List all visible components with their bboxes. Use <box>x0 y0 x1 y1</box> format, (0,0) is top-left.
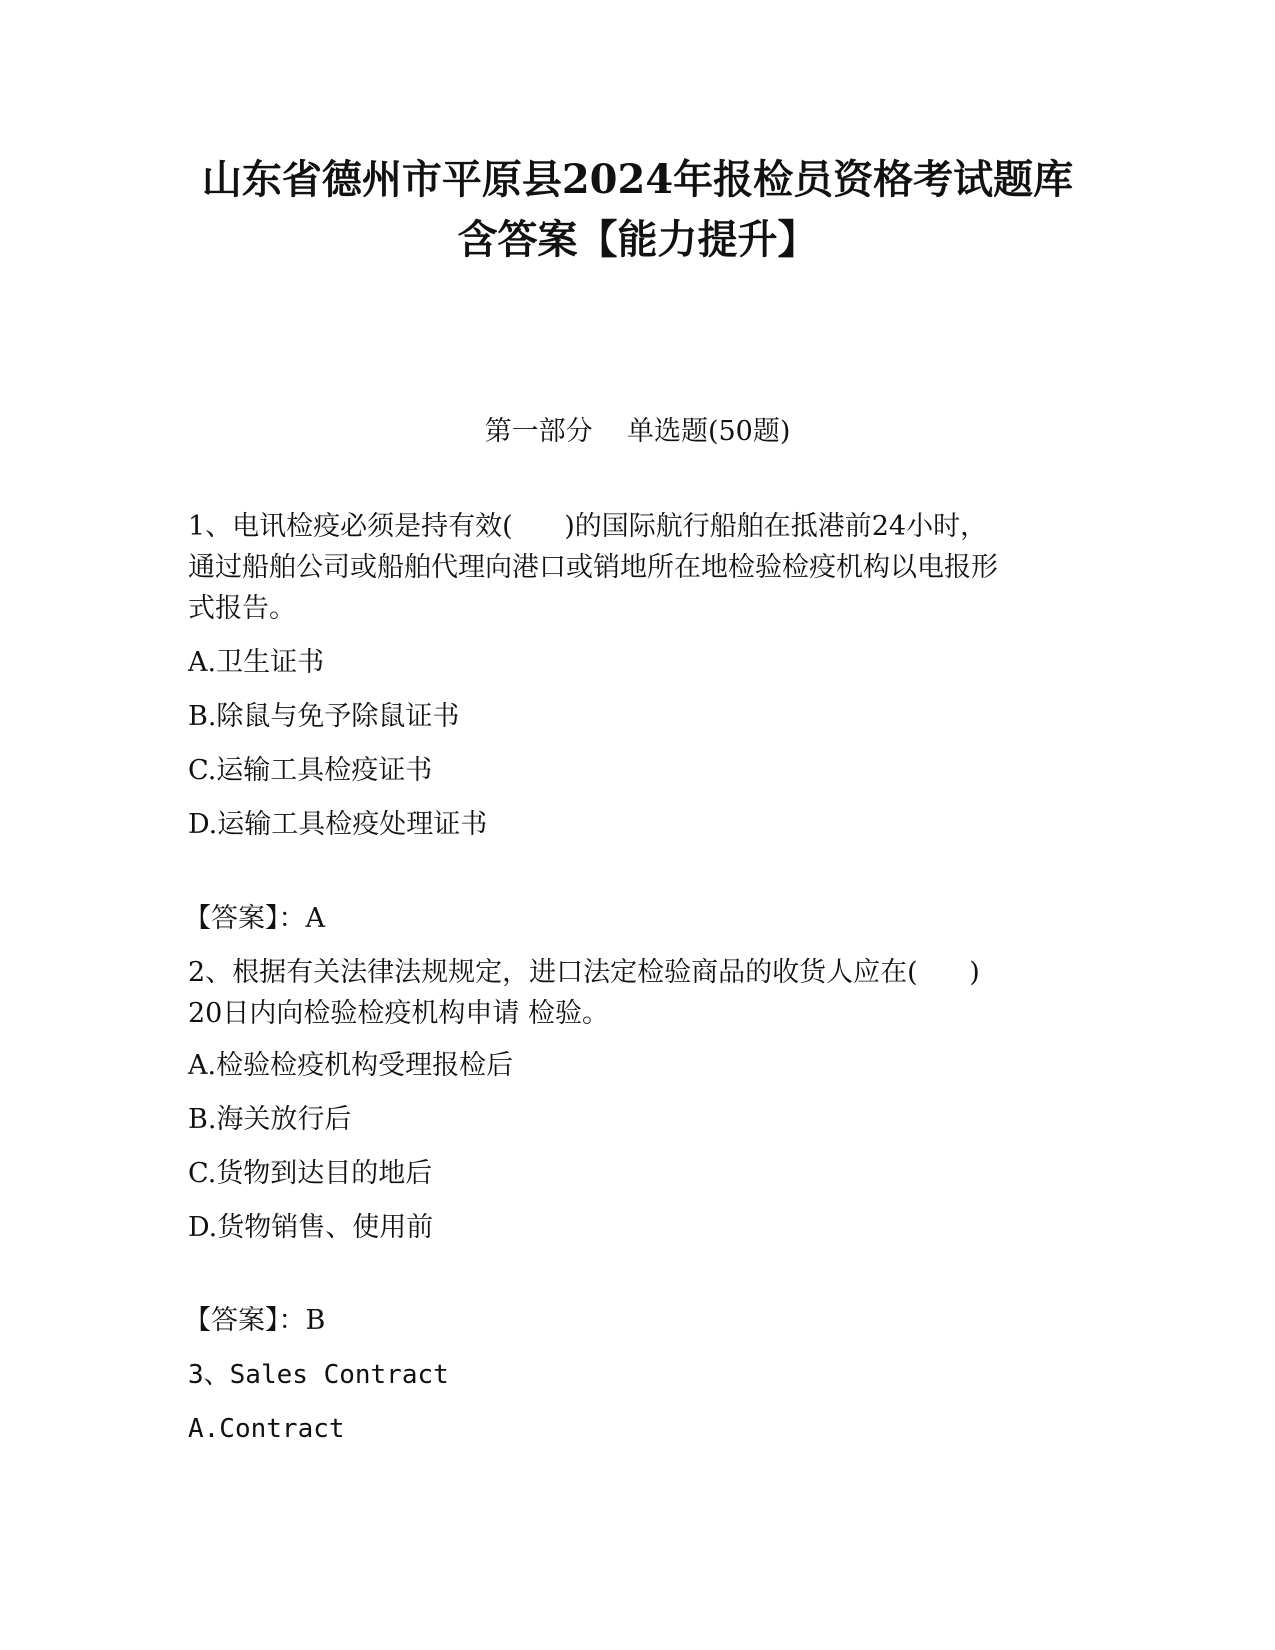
question-1-answer: 【答案】：A <box>184 903 325 934</box>
question-1-option-c: C.运输工具检疫证书 <box>188 755 433 786</box>
question-1-option-b: B.除鼠与免予除鼠证书 <box>188 701 460 732</box>
question-2-answer: 【答案】：B <box>184 1305 326 1336</box>
question-2-option-a: A.检验检疫机构受理报检后 <box>188 1050 514 1081</box>
question-3-stem-line-1: 3、Sales Contract <box>188 1360 449 1390</box>
section-heading: 第一部分 单选题(50题) <box>484 416 791 447</box>
question-1-option-a: A.卫生证书 <box>188 647 325 678</box>
question-1-stem-line-2: 通过船舶公司或船舶代理向港口或销地所在地检验检疫机构以电报形 <box>188 552 998 583</box>
question-2-option-d: D.货物销售、使用前 <box>188 1212 434 1243</box>
document-title-line-2: 含答案【能力提升】 <box>457 216 818 263</box>
question-2-stem-line-2: 20日内向检验检疫机构申请 检验。 <box>188 998 609 1029</box>
question-1-option-d: D.运输工具检疫处理证书 <box>188 809 488 840</box>
question-3-option-a: A.Contract <box>188 1414 345 1444</box>
question-2-option-b: B.海关放行后 <box>188 1104 352 1135</box>
document-title-line-1: 山东省德州市平原县2024年报检员资格考试题库 <box>201 156 1074 203</box>
question-1-stem-line-1: 1、电讯检疫必须是持有效( )的国际航行船舶在抵港前24小时， <box>188 511 988 542</box>
question-1-stem-line-3: 式报告。 <box>188 593 296 624</box>
question-2-option-c: C.货物到达目的地后 <box>188 1158 433 1189</box>
question-2-stem-line-1: 2、根据有关法律法规规定，进口法定检验商品的收货人应在( ) <box>188 957 980 988</box>
